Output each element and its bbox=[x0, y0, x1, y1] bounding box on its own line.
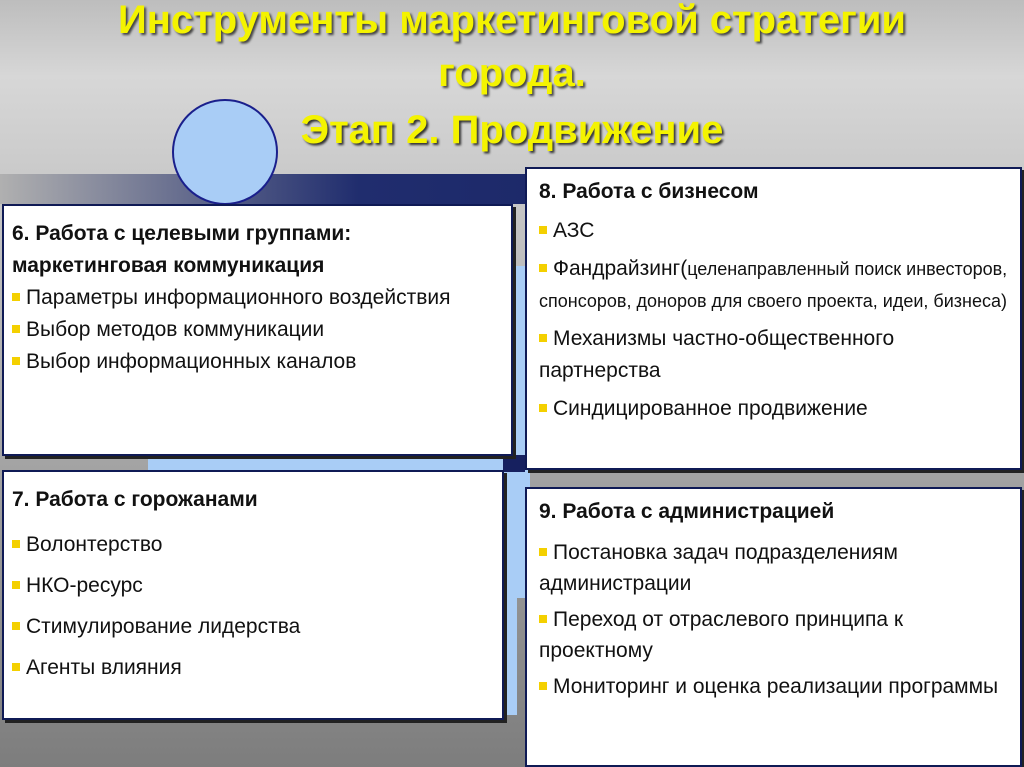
list-item bbox=[539, 323, 1010, 387]
square-bullet-icon bbox=[539, 615, 547, 623]
list-item bbox=[12, 524, 492, 565]
list-item bbox=[539, 671, 1010, 702]
slide-title bbox=[0, 0, 1024, 157]
item-text: АЗС bbox=[553, 219, 595, 242]
item-text: Мониторинг и оценка реализации программы bbox=[553, 675, 999, 698]
item-text: Стимулирование лидерства bbox=[26, 615, 301, 638]
title-line-3: Этап 2. Продвижение bbox=[300, 108, 724, 152]
square-bullet-icon bbox=[12, 325, 20, 333]
square-bullet-icon bbox=[12, 622, 20, 630]
item-text: Постановка задач подразделениям администрации bbox=[539, 541, 898, 595]
list-item bbox=[12, 647, 492, 688]
box-target-groups bbox=[2, 204, 513, 456]
title-line-2: города. bbox=[438, 51, 586, 95]
square-bullet-icon bbox=[12, 581, 20, 589]
square-bullet-icon bbox=[12, 663, 20, 671]
item-text: Синдицированное продвижение bbox=[553, 397, 868, 420]
box-business bbox=[525, 167, 1022, 470]
list-item bbox=[539, 604, 1010, 666]
item-text: Параметры информационного воздействия bbox=[26, 286, 451, 309]
square-bullet-icon bbox=[12, 357, 20, 365]
list-item bbox=[12, 346, 501, 378]
item-text: НКО-ресурс bbox=[26, 574, 143, 597]
square-bullet-icon bbox=[12, 293, 20, 301]
list-item bbox=[539, 537, 1010, 599]
box6-heading-line2: маркетинговая коммуникация bbox=[12, 254, 325, 277]
item-text: Механизмы частно-общественного партнерства bbox=[539, 327, 895, 382]
box6-heading-line1: 6. Работа с целевыми группами: bbox=[12, 222, 352, 245]
box8-heading: 8. Работа с бизнесом bbox=[539, 180, 759, 203]
box-administration bbox=[525, 487, 1022, 767]
square-bullet-icon bbox=[539, 226, 547, 234]
title-line-1: Инструменты маркетинговой стратегии bbox=[117, 0, 906, 42]
list-item bbox=[12, 282, 501, 314]
item-subtext: целенаправленный поиск инвесторов, спонсоров, доноров для своего проекта, идеи, бизнеса) bbox=[539, 259, 1008, 311]
list-item bbox=[12, 565, 492, 606]
list-item bbox=[539, 253, 1010, 317]
square-bullet-icon bbox=[539, 334, 547, 342]
square-bullet-icon bbox=[539, 548, 547, 556]
box9-heading: 9. Работа с администрацией bbox=[539, 500, 835, 523]
square-bullet-icon bbox=[539, 682, 547, 690]
list-item bbox=[12, 606, 492, 647]
list-item bbox=[12, 314, 501, 346]
item-text: Агенты влияния bbox=[26, 656, 182, 679]
blue-connector-lower bbox=[503, 590, 517, 715]
item-text: Фандрайзинг( bbox=[553, 257, 688, 280]
box7-heading: 7. Работа с горожанами bbox=[12, 488, 258, 511]
box-citizens bbox=[2, 470, 504, 720]
square-bullet-icon bbox=[539, 404, 547, 412]
square-bullet-icon bbox=[539, 264, 547, 272]
navy-connector-block bbox=[503, 455, 525, 472]
item-text: Переход от отраслевого принципа к проектному bbox=[539, 608, 904, 662]
list-item bbox=[539, 215, 1010, 247]
item-text: Выбор информационных каналов bbox=[26, 350, 357, 373]
square-bullet-icon bbox=[12, 540, 20, 548]
list-item bbox=[539, 393, 1010, 425]
item-text: Волонтерство bbox=[26, 533, 163, 556]
item-text: Выбор методов коммуникации bbox=[26, 318, 325, 341]
